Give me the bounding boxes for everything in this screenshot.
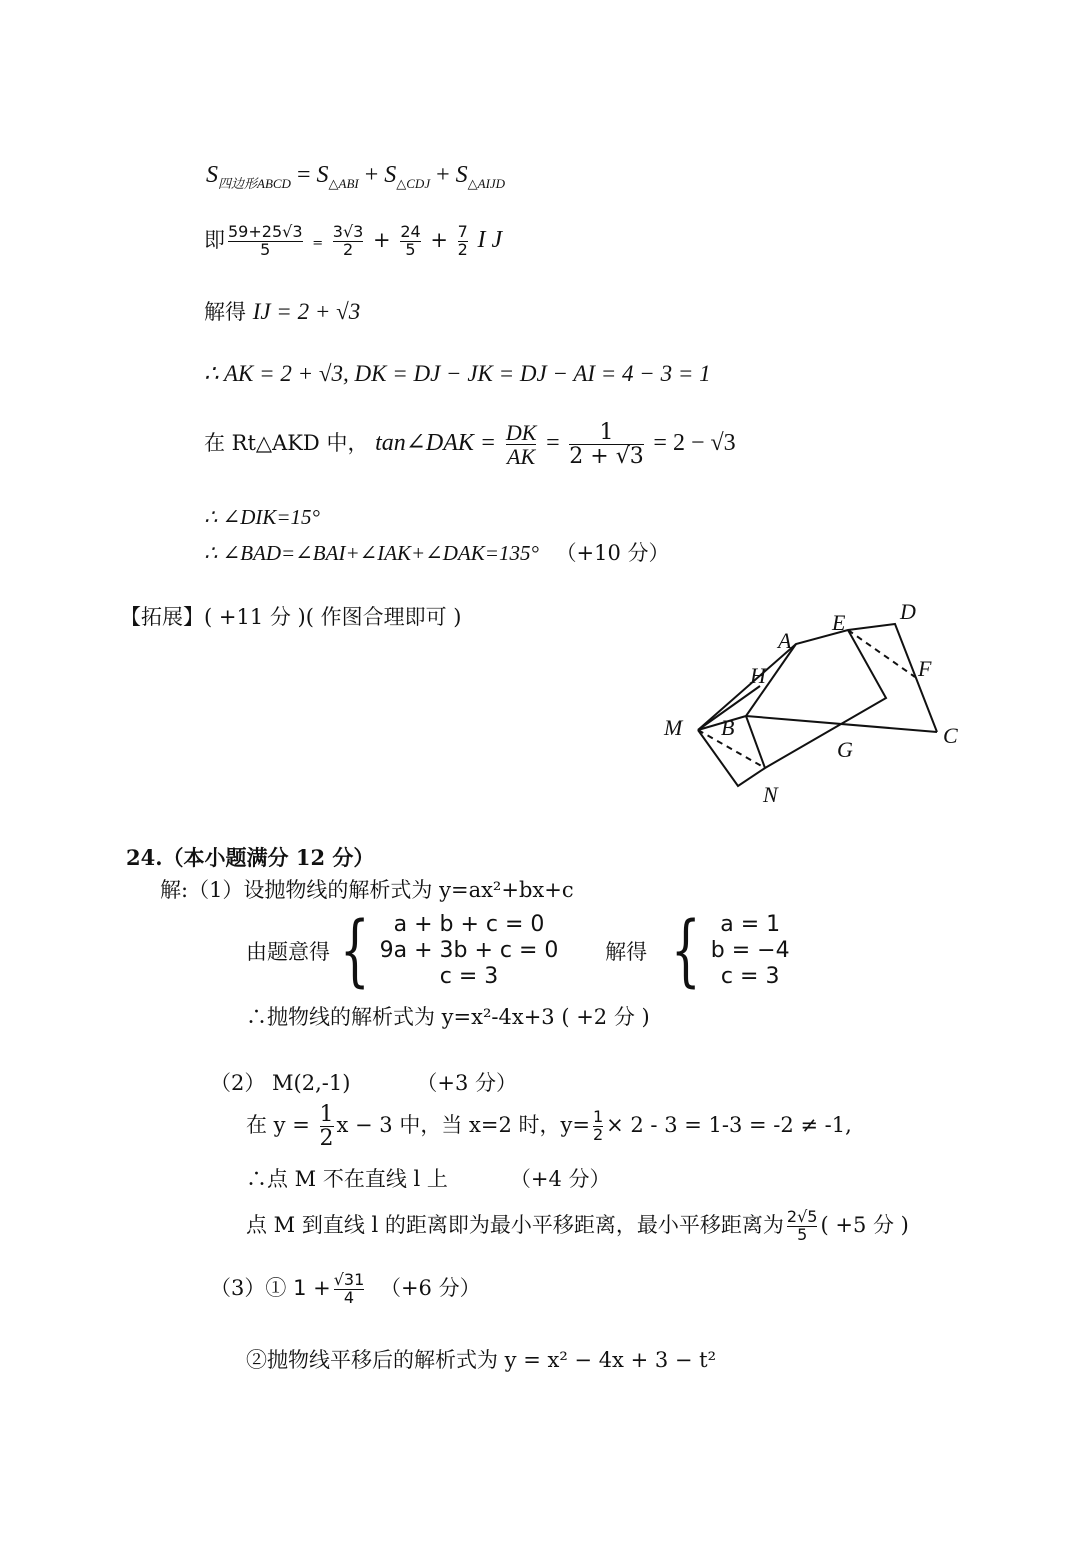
label-a: A [778,628,792,653]
part3-heading: （3）① [210,1276,287,1300]
fraction [333,224,364,259]
denominator: 5 [400,241,420,259]
ak-dk-line: ∴ AK = 2 + √3, DK = DJ − JK = DJ − AI = 4 − 3 = 1 [204,361,711,386]
tan-line [204,421,736,468]
label-f: F [918,656,932,681]
s-symbol: S [455,162,468,188]
system-label: 由题意得 [246,940,330,964]
fraction [569,421,643,468]
line-prefix: 即 [204,228,225,252]
numerator: 1 [599,420,614,445]
denominator: 2 [333,241,364,259]
label-g: G [837,737,853,762]
equation-system [380,912,559,990]
tan-expression: tan∠DAK = [375,430,497,457]
ij-term: I J [477,227,503,253]
label-c: C [943,723,958,748]
numerator: 7 [457,222,468,242]
denominator: 2 [319,1126,334,1152]
numerator: 1 [592,1107,604,1127]
denominator: 2 [592,1125,604,1145]
s-sub-cdj: △CDJ [396,175,431,191]
system-row: c = 3 [720,964,780,989]
denominator: 2 [457,240,468,259]
system-line [246,906,790,996]
fraction [506,421,537,468]
denominator: 5 [228,241,303,259]
system-row: a + b + c = 0 [393,912,545,937]
system-row: c = 3 [439,964,499,989]
denominator: 2 + √3 [569,444,644,470]
part3-line1 [210,1272,481,1307]
left-brace-icon: { [671,906,701,996]
label-n: N [763,782,778,807]
fraction [593,1109,603,1144]
part2-heading [210,1067,517,1097]
part3-line2: ②抛物线平移后的解析式为 y = x² − 4x + 3 − t² [246,1348,717,1372]
score-badge: （+3 分） [416,1071,518,1095]
part2-line3 [246,1209,909,1244]
tan-result: = 2 − √3 [653,430,736,457]
text-segment: 在 y = [246,1113,310,1138]
plus-sign: + [436,162,450,188]
text-segment: 点 M 到直线 l 的距离即为最小平移距离，最小平移距离为 [246,1213,784,1237]
text-segment: x − 3 中，当 x=2 时，y= [336,1113,590,1138]
numerator: DK [505,420,537,445]
rectangle [746,630,886,768]
solve-label: 解得 [605,940,648,964]
label-m: M [664,715,683,740]
fraction [458,224,468,259]
text-segment: × 2 - 3 = 1-3 = -2 ≠ -1, [606,1113,852,1138]
s-symbol: S [384,162,397,188]
plus-sign: + [364,162,379,188]
score-badge: （+6 分） [379,1276,481,1300]
eq-sign: = [296,162,311,188]
angle-bad-line [204,537,670,567]
label-b: B [721,715,735,740]
s-sub-aijd: △AIJD [467,175,506,191]
solution-system [711,912,790,990]
fraction [334,1272,365,1307]
text-segment: ∴点 M 不在直线 l 上 [246,1167,448,1191]
fraction [400,224,420,259]
part1-result: ∴抛物线的解析式为 y=x²-4x+3 ( +2 分 ) [246,1005,650,1029]
part1-intro: 解:（1）设抛物线的解析式为 y=ax²+bx+c [160,878,574,902]
extension-heading [120,601,461,631]
part2-line1 [246,1103,852,1150]
plus-sign: + [430,228,448,252]
s-sub-abi: △ABI [328,175,359,191]
s-symbol: S [206,162,218,188]
text-segment: 1 + [293,1276,331,1300]
extension-label: 【拓展】 [120,605,204,629]
denominator: AK [507,444,536,470]
angle-bad-expression: ∴ ∠BAD=∠BAI+∠IAK+∠DAK=135° [204,541,539,565]
label-e: E [832,610,846,635]
area-equation [206,162,505,192]
fraction [320,1103,334,1150]
fraction [228,224,303,259]
denominator: 5 [787,1226,818,1244]
question-title: 24.（本小题满分 12 分） [126,845,375,870]
eq-sign: = [546,430,560,457]
system-row: a = 1 [720,912,781,937]
denominator: 4 [334,1289,365,1307]
numerator: √31 [333,1270,365,1290]
system-row: 9a + 3b + c = 0 [379,938,559,963]
left-brace-icon: { [339,906,370,996]
system-row: b = −4 [710,938,790,963]
score-badge: ( +5 分 ) [820,1213,909,1237]
numerator: 59+25√3 [228,222,303,242]
part2-line2 [246,1163,611,1193]
solve-ij [204,296,360,326]
extension-text: ( +11 分 )( 作图合理即可 ) [204,605,462,629]
line-prefix: 解得 [204,300,253,324]
numerator: 1 [319,1102,334,1127]
geometry-figure [650,590,980,815]
score-badge: （+10 分） [555,541,670,565]
ij-expression: IJ = 2 + √3 [252,299,361,324]
label-h: H [750,663,766,688]
label-d: D [900,599,916,624]
s-symbol: S [316,162,329,188]
numerator: 2√5 [786,1207,818,1227]
numerator: 3√3 [332,222,364,242]
line-prefix: 在 Rt△AKD 中， [204,431,369,456]
fraction-equation [204,224,502,259]
eq-sign: = [312,236,324,251]
plus-sign: + [373,228,391,252]
s-sub-quad: 四边形ABCD [218,175,291,191]
numerator: 24 [400,222,421,242]
score-badge: （+4 分） [509,1167,611,1191]
fraction [787,1209,818,1244]
dashed-ef [848,630,915,677]
angle-dik-line: ∴ ∠DIK=15° [204,505,320,529]
part2-point: （2） M(2,-1) [210,1071,351,1095]
